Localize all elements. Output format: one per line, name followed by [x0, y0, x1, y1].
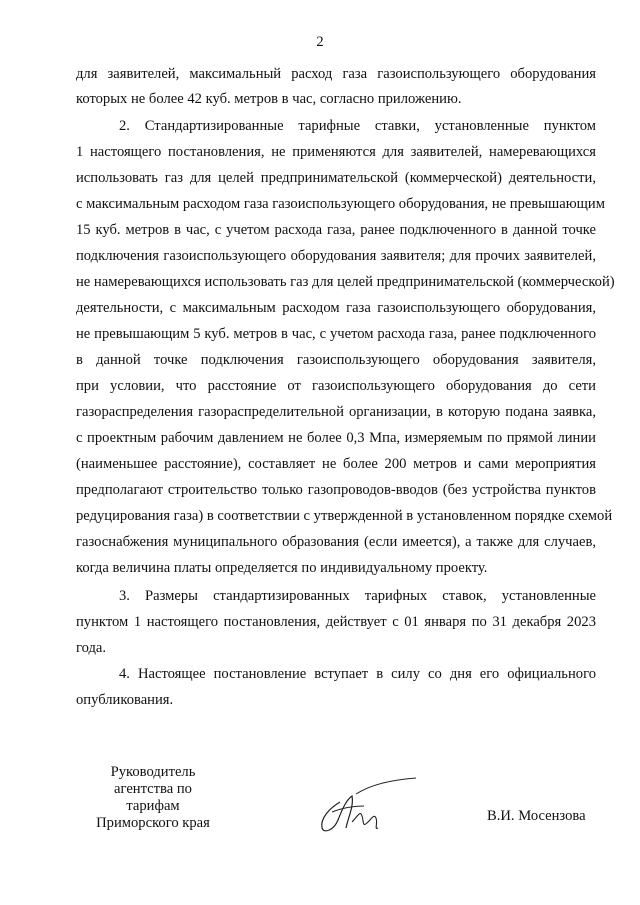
text-line: 4. Настоящее постановление вступает в силу со дня его официального	[119, 666, 596, 682]
signatory-title-line: агентства по тарифам	[114, 781, 192, 814]
text-line: использовать газ для целей предпринимательской (коммерческой) деятельности,	[76, 170, 596, 186]
text-line: 15 куб. метров в час, с учетом расхода газа, ранее подключенного в данной точке	[76, 222, 596, 238]
text-line: пунктом 1 настоящего постановления, действует с 01 января по 31 декабря 2023	[76, 614, 596, 630]
signatory-title	[88, 764, 218, 832]
text-line: 1 настоящего постановления, не применяются для заявителей, намеревающихся	[76, 144, 596, 160]
text-line: (наименьшее расстояние), составляет не более 200 метров и сами мероприятия	[76, 456, 596, 472]
text-line: 2. Стандартизированные тарифные ставки, установленные пунктом	[119, 118, 596, 134]
text-line: предполагают строительство только газопроводов-вводов (без устройства пунктов	[76, 482, 596, 498]
text-line: деятельности, с максимальным расходом газа газоиспользующего оборудования,	[76, 300, 596, 316]
text-line: с максимальным расходом газа газоиспользующего оборудования, не превышающим	[76, 196, 605, 212]
text-line: газораспределения газораспределительной организации, в которую подана заявка,	[76, 404, 596, 420]
handwritten-signature	[312, 772, 422, 836]
signatory-name: В.И. Мосензова	[487, 808, 586, 824]
text-line: для заявителей, максимальный расход газа газоиспользующего оборудования	[76, 66, 596, 82]
text-line: при условии, что расстояние от газоиспользующего оборудования до сети	[76, 378, 596, 394]
signatory-title-line: Приморского края	[96, 815, 210, 831]
text-line: 3. Размеры стандартизированных тарифных ставок, установленные	[119, 588, 596, 604]
text-line: которых не более 42 куб. метров в час, согласно приложению.	[76, 91, 462, 107]
text-line: опубликования.	[76, 692, 174, 708]
page-number: 2	[316, 34, 324, 50]
text-line: не превышающим 5 куб. метров в час, с учетом расхода газа, ранее подключенного	[76, 326, 596, 342]
text-line: года.	[76, 640, 107, 656]
text-line: с проектным рабочим давлением не более 0,3 Мпа, измеряемым по прямой линии	[76, 430, 596, 446]
text-line: редуцирования газа) в соответствии с утвержденной в установленном порядке схемой	[76, 508, 613, 524]
text-line: не намеревающихся использовать газ для целей предпринимательской (коммерческой)	[76, 274, 615, 290]
text-line: газоснабжения муниципального образования (если имеется), а также для случаев,	[76, 534, 596, 550]
text-line: в данной точке подключения газоиспользующего оборудования заявителя,	[76, 352, 596, 368]
signatory-title-line: Руководитель	[110, 764, 196, 780]
text-line: когда величина платы определяется по индивидуальному проекту.	[76, 560, 488, 576]
text-line: подключения газоиспользующего оборудования заявителя; для прочих заявителей,	[76, 248, 596, 264]
